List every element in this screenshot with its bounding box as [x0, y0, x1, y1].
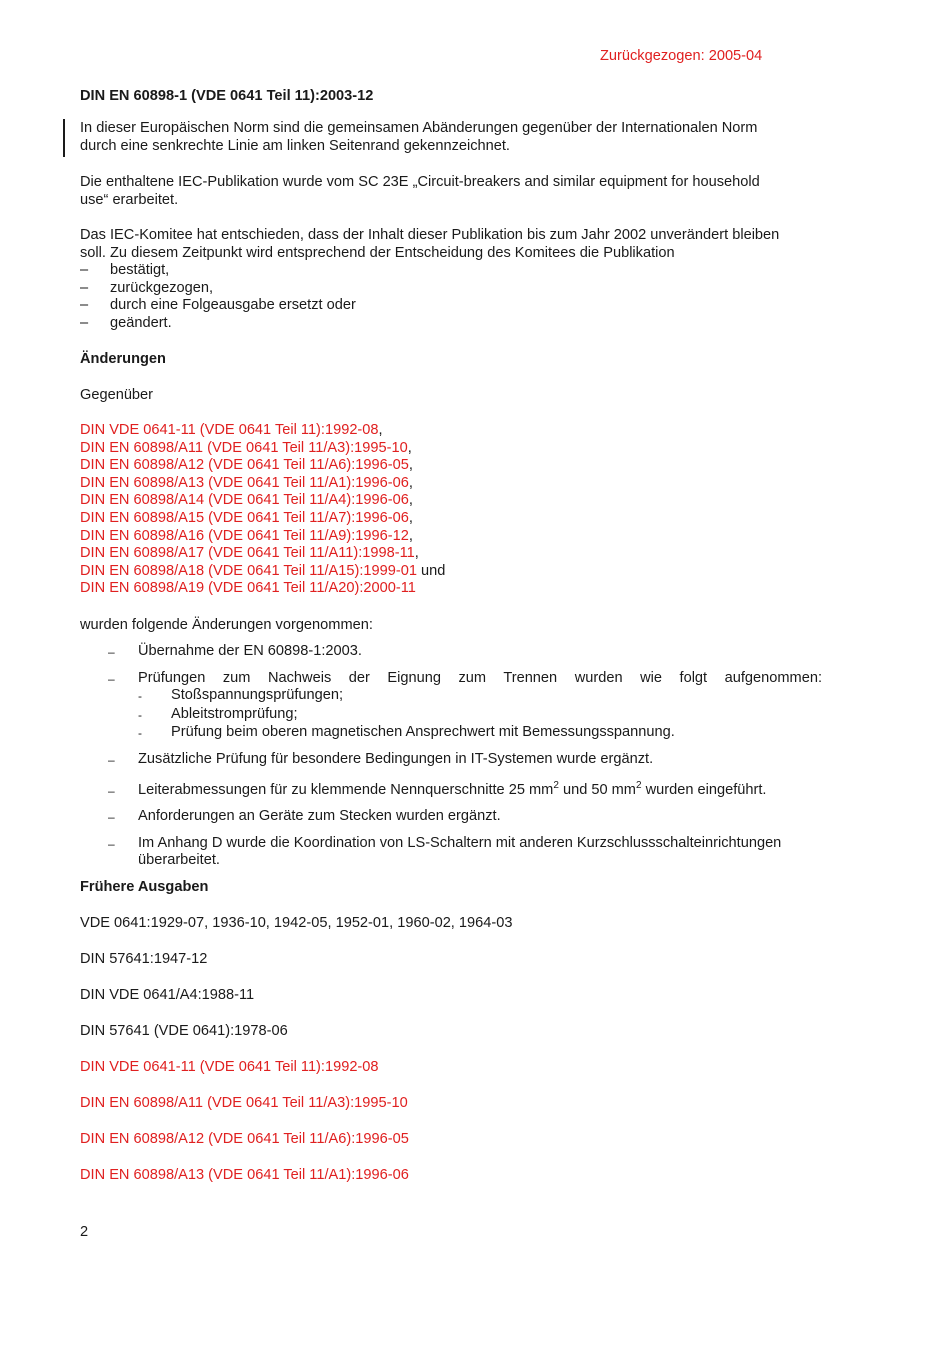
- dash-marker: –: [108, 836, 115, 851]
- changes-list: [108, 643, 822, 878]
- reference-text: DIN EN 60898/A19 (VDE 0641 Teil 11/A20):2000-11: [80, 580, 416, 597]
- list-item: [80, 280, 779, 298]
- reference-text: DIN EN 60898/A16 (VDE 0641 Teil 11/A9):1996-12: [80, 527, 409, 544]
- sub-item-text: Stoßspannungsprüfungen;: [171, 687, 344, 704]
- document-title: DIN EN 60898-1 (VDE 0641 Teil 11):2003-12: [80, 88, 374, 104]
- dash-marker: –: [80, 314, 89, 331]
- dash-marker: –: [80, 297, 89, 314]
- reference-text: DIN EN 60898/A17 (VDE 0641 Teil 11/A11):1998-11: [80, 545, 415, 562]
- change-text: überarbeitet.: [138, 852, 220, 869]
- withdrawn-notice: Zurückgezogen: 2005-04: [600, 48, 763, 64]
- change-bar: [63, 119, 65, 157]
- list-item: [80, 440, 445, 458]
- intro-p2-line2: use“ erarbeitet.: [80, 191, 179, 208]
- sub-item-text: Prüfung beim oberen magnetischen Ansprechwert mit Bemessungsspannung.: [171, 724, 675, 741]
- sub-item: [138, 687, 822, 706]
- dash-marker: –: [80, 262, 89, 279]
- reference-suffix: ,: [408, 527, 413, 544]
- option-text: durch eine Folgeausgabe ersetzt oder: [110, 297, 356, 314]
- text-part: und 50 mm: [558, 781, 636, 798]
- change-text: Anforderungen an Geräte zum Stecken wurden ergänzt.: [138, 808, 501, 825]
- section-heading-aenderungen: Änderungen: [80, 351, 166, 367]
- text-part: wurden eingeführt.: [641, 781, 767, 798]
- options-list: [80, 262, 779, 332]
- sub-marker: -: [138, 707, 142, 722]
- superseded-references: [80, 422, 445, 598]
- list-item: DIN EN 60898/A11 (VDE 0641 Teil 11/A3):1995-10: [80, 1095, 408, 1111]
- option-text: bestätigt,: [110, 262, 170, 279]
- option-text: geändert.: [110, 314, 172, 331]
- reference-text: DIN EN 60898/A14 (VDE 0641 Teil 11/A4):1996-06: [80, 492, 409, 509]
- sub-marker: -: [138, 726, 142, 741]
- list-item: [80, 457, 445, 475]
- list-item: DIN VDE 0641-11 (VDE 0641 Teil 11):1992-08: [80, 1059, 379, 1075]
- list-item: DIN VDE 0641/A4:1988-11: [80, 987, 255, 1003]
- gegenueber-label: Gegenüber: [80, 387, 154, 403]
- reference-text: DIN EN 60898/A18 (VDE 0641 Teil 11/A15):1999-01: [80, 562, 417, 579]
- superscript: 2: [553, 779, 559, 791]
- dash-marker: –: [108, 671, 115, 686]
- sub-item: [138, 706, 822, 725]
- page-number: 2: [80, 1224, 89, 1240]
- intro-p2-line1: Die enthaltene IEC-Publikation wurde vom SC 23E „Circuit-breakers and similar equipment for household: [80, 174, 760, 190]
- change-text: Prüfungen zum Nachweis der Eignung zum Trennen wurden wie folgt aufgenommen:: [138, 669, 822, 686]
- dash-marker: –: [108, 810, 115, 825]
- sub-item-text: Ableitstromprüfung;: [171, 705, 298, 722]
- list-item: [80, 315, 779, 333]
- reference-suffix: ,: [408, 492, 413, 509]
- list-item: [80, 297, 779, 315]
- list-item: [80, 422, 445, 440]
- list-item: DIN 57641 (VDE 0641):1978-06: [80, 1023, 288, 1039]
- sub-item: [138, 724, 822, 743]
- list-item: [80, 510, 445, 528]
- list-item: [108, 751, 822, 770]
- reference-suffix: ,: [408, 474, 413, 491]
- reference-text: DIN EN 60898/A11 (VDE 0641 Teil 11/A3):1995-10: [80, 439, 408, 456]
- reference-suffix: ,: [408, 509, 413, 526]
- list-item: [80, 475, 445, 493]
- intro-p3-line1: Das IEC-Komitee hat entschieden, dass der Inhalt dieser Publikation bis zum Jahr 2002 unverändert bleiben: [80, 227, 780, 243]
- reference-suffix: ,: [408, 457, 413, 474]
- list-item: [108, 778, 822, 801]
- text-part: Leiterabmessungen für zu klemmende Nennquerschnitte 25 mm: [138, 781, 554, 798]
- change-text: [138, 779, 822, 801]
- list-item: DIN EN 60898/A13 (VDE 0641 Teil 11/A1):1996-06: [80, 1167, 409, 1183]
- section-heading-fruehere: Frühere Ausgaben: [80, 879, 209, 895]
- list-item: VDE 0641:1929-07, 1936-10, 1942-05, 1952-01, 1960-02, 1964-03: [80, 915, 513, 931]
- reference-text: DIN EN 60898/A13 (VDE 0641 Teil 11/A1):1996-06: [80, 474, 409, 491]
- intro-paragraph-1: [80, 120, 757, 155]
- list-item: [80, 528, 445, 546]
- dash-marker: –: [80, 279, 89, 296]
- reference-text: DIN EN 60898/A12 (VDE 0641 Teil 11/A6):1996-05: [80, 457, 409, 474]
- dash-marker: –: [108, 752, 115, 767]
- list-item: [108, 643, 822, 662]
- change-text: Im Anhang D wurde die Koordination von LS-Schaltern mit anderen Kurzschlussschalteinrichtungen: [138, 834, 782, 851]
- superscript: 2: [635, 779, 642, 791]
- reference-suffix: ,: [414, 545, 419, 562]
- list-item: [108, 835, 822, 870]
- intro-paragraph-2: [80, 174, 760, 209]
- list-item: [80, 492, 445, 510]
- list-item: [80, 580, 445, 598]
- list-item: [80, 563, 445, 581]
- reference-suffix: und: [416, 562, 446, 579]
- reference-text: DIN VDE 0641-11 (VDE 0641 Teil 11):1992-08: [80, 422, 379, 438]
- intro-paragraph-3: [80, 227, 779, 333]
- sub-marker: -: [138, 689, 142, 704]
- dash-marker: –: [108, 783, 115, 798]
- list-item: [80, 545, 445, 563]
- intro-p3-line2: soll. Zu diesem Zeitpunkt wird entsprechend der Entscheidung des Komitees die Publikation: [80, 244, 675, 261]
- list-item: [108, 670, 822, 743]
- dash-marker: –: [108, 645, 115, 659]
- list-item: DIN 57641:1947-12: [80, 951, 208, 967]
- reference-suffix: ,: [378, 422, 383, 438]
- list-item: DIN EN 60898/A12 (VDE 0641 Teil 11/A6):1996-05: [80, 1131, 409, 1147]
- intro-p1-line2: durch eine senkrechte Linie am linken Seitenrand gekennzeichnet.: [80, 137, 510, 154]
- list-item: [80, 262, 779, 280]
- changes-intro: wurden folgende Änderungen vorgenommen:: [80, 617, 373, 633]
- reference-text: DIN EN 60898/A15 (VDE 0641 Teil 11/A7):1996-06: [80, 509, 409, 526]
- change-text: Übernahme der EN 60898-1:2003.: [138, 643, 362, 659]
- change-text: Zusätzliche Prüfung für besondere Bedingungen in IT-Systemen wurde ergänzt.: [138, 750, 654, 767]
- list-item: [108, 808, 822, 827]
- option-text: zurückgezogen,: [110, 279, 214, 296]
- reference-suffix: ,: [407, 439, 412, 456]
- intro-p1-line1: In dieser Europäischen Norm sind die gemeinsamen Abänderungen gegenüber der Internationalen Norm: [80, 120, 758, 136]
